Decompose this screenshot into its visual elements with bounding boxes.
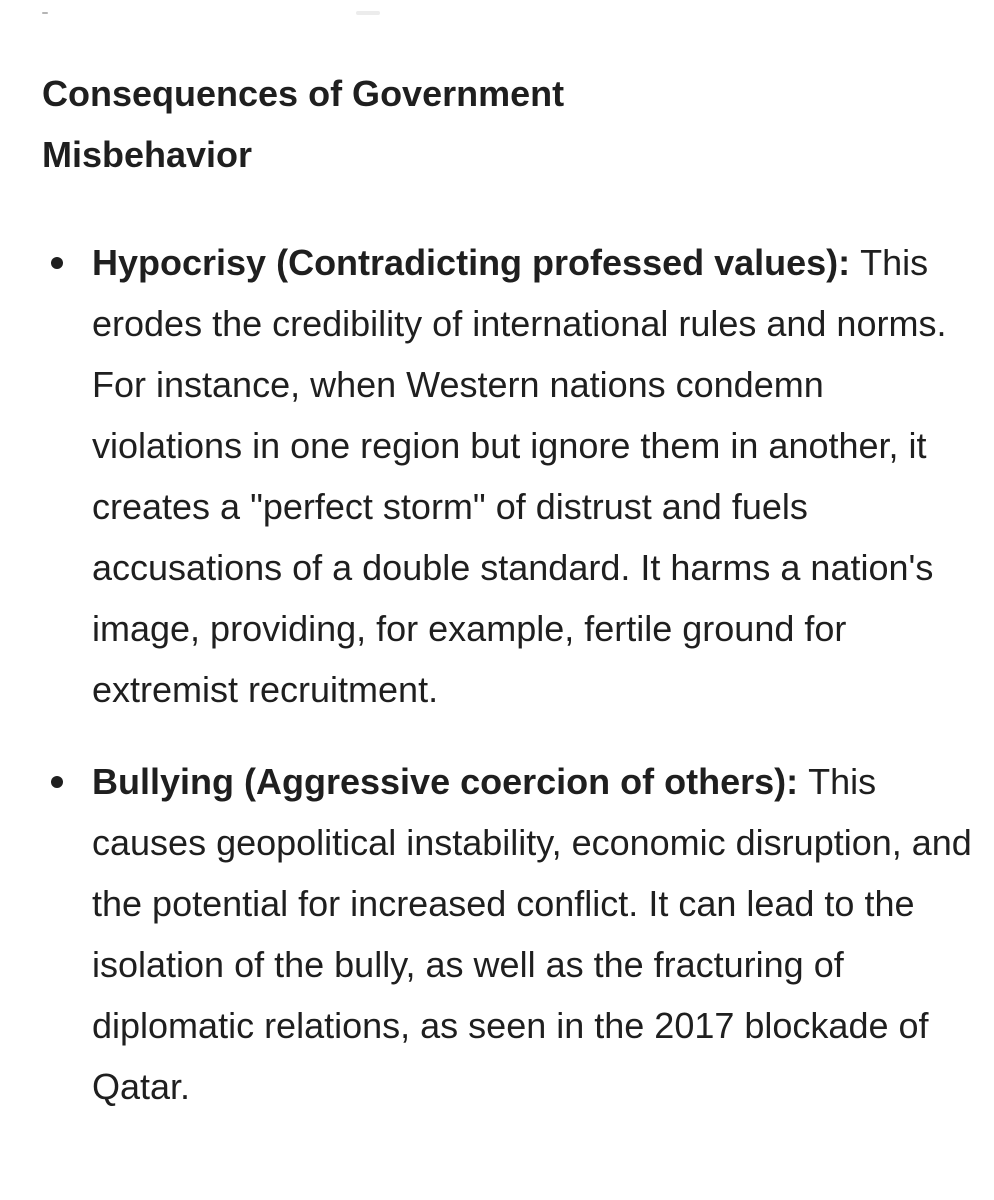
item-body: This causes geopolitical instability, economic disruption, and the potential for increased conflict. It can lead to the isolation of the bully, as well as the fracturing of diplomatic relations, as seen in the 2017 blockade of Qatar. — [92, 761, 972, 1107]
item-title: Hypocrisy (Contradicting professed values): — [92, 242, 861, 283]
consequence-list — [42, 232, 972, 1117]
drag-handle-mark — [356, 11, 380, 15]
list-item-bullying — [42, 751, 972, 1117]
page-title: Consequences of Government Misbehavior — [42, 73, 565, 175]
list-item-hypocrisy — [42, 232, 972, 720]
item-title: Bullying (Aggressive coercion of others): — [92, 761, 809, 802]
item-body: This erodes the credibility of international rules and norms. For instance, when Western nations condemn violations in one region but ignore them in another, it creates a "perfect storm" of distrust and fuels accusations of a double standard. It harms a nation's image, providing, for example, fertile ground for extremist recruitment. — [92, 242, 947, 710]
scroll-indicator-mark — [42, 12, 48, 14]
bullet-icon — [51, 776, 63, 788]
bullet-icon — [51, 257, 63, 269]
top-edge-marks — [0, 10, 994, 18]
document-content — [42, 63, 972, 1117]
